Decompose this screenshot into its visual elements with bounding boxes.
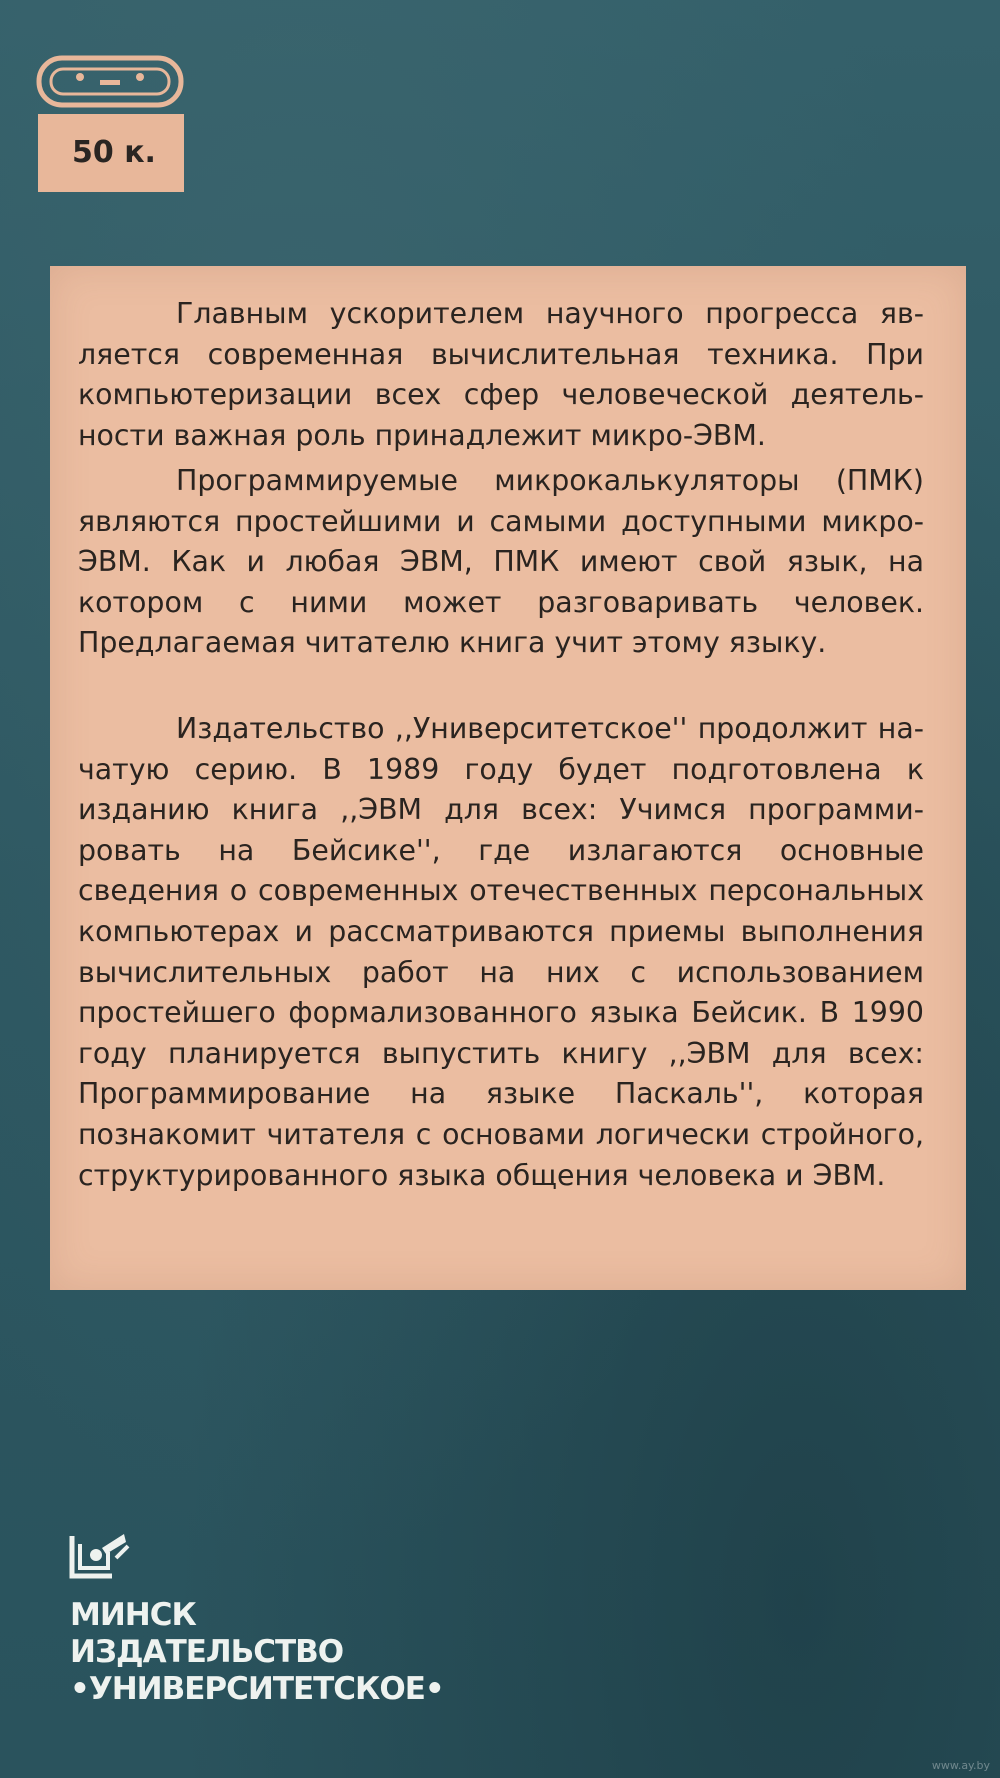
university-publisher-logo-icon: [66, 1528, 132, 1584]
annotation-panel: [50, 266, 966, 1290]
annotation-paragraph: Издательство ,,Университетское'' продолжит начатую серию. В 1989 году будет подготовлена к изданию книга ,,ЭВМ для всех: Учимся программировать на Бейсике'', где излагаются основные сведения о современных отечественных персональных компьютерах и рассматриваются приемы выполнения вычислительных работ на них с использованием простейшего формализованного языка Бейсик. В 1990 году планируется выпустить книгу ,,ЭВМ для всех: Программирование на языке Паскаль'', которая познакомит читателя с основами логически стройного, структурированного языка общения человека и ЭВМ.: [78, 712, 924, 1192]
price-label: 50 к.: [38, 114, 184, 192]
publisher-city: МИНСК: [70, 1597, 196, 1633]
annotation-paragraph: Главным ускорителем научного прогресса является современная вычислительная техника. При компьютеризации всех сфер человеческой деятельности важная роль принадлежит микро-ЭВМ.: [78, 297, 924, 452]
publisher-imprint: [70, 1597, 444, 1708]
publisher-label: ИЗДАТЕЛЬСТВО: [70, 1634, 344, 1670]
publisher-name: •УНИВЕРСИТЕТСКОЕ•: [70, 1671, 444, 1707]
calculator-display-icon: [36, 55, 184, 108]
annotation-paragraph: Программируемые микрокалькуляторы (ПМК) являются простейшими и самыми доступными микро-ЭВМ. Как и любая ЭВМ, ПМК имеют свой язык, на котором с ними может разговаривать человек. Предлагаемая читателю книга учит этому языку.: [78, 464, 924, 660]
watermark: www.ay.by: [931, 1759, 990, 1772]
